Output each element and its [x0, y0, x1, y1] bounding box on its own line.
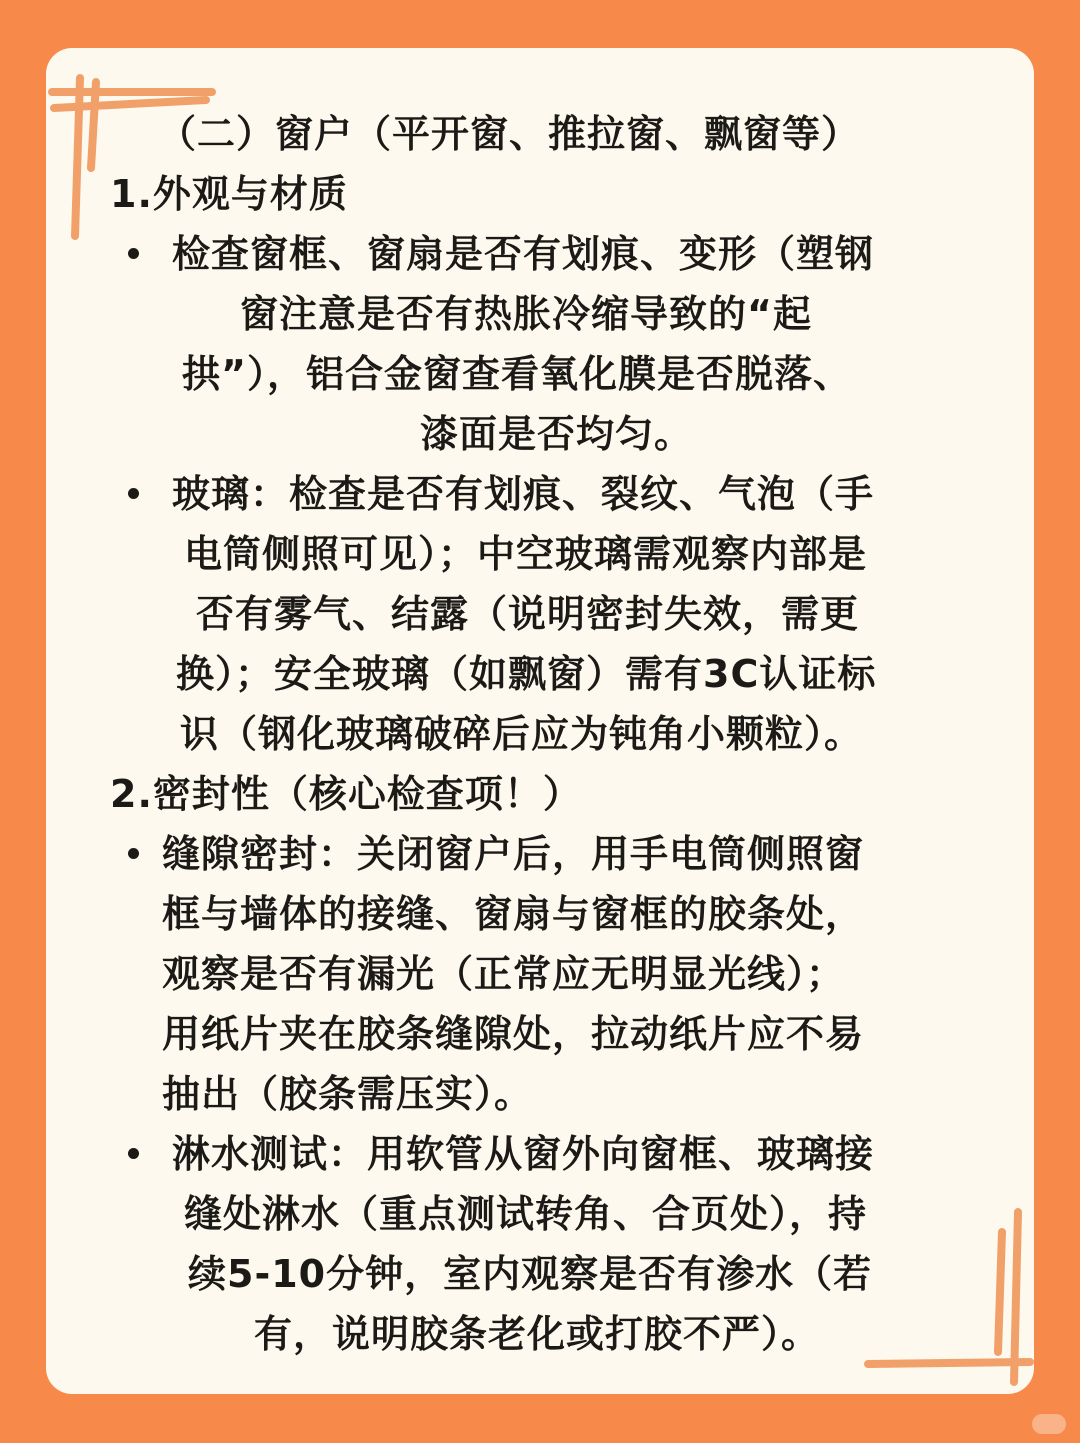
section1-title: 1.外观与材质 — [110, 172, 348, 216]
section2-title: 2.密封性（核心检查项！） — [110, 772, 582, 816]
s1-item2-line1: 玻璃：检查是否有划痕、裂纹、气泡（手 — [172, 472, 875, 516]
s1-item1-line3: 拱”），铝合金窗查看氧化膜是否脱落、 — [182, 352, 852, 396]
s1-item2-line3: 否有雾气、结露（说明密封失效，需更 — [196, 592, 860, 636]
s2-item2-line3: 续5-10分钟，室内观察是否有渗水（若 — [188, 1252, 873, 1296]
s1-item2-line4: 换）；安全玻璃（如飘窗）需有3C认证标 — [176, 652, 877, 696]
s2-item1-line2: 框与墙体的接缝、窗扇与窗框的胶条处， — [162, 892, 865, 936]
s1-item1-line1: 检查窗框、窗扇是否有划痕、变形（塑钢 — [172, 232, 875, 276]
s1-item2-line2: 电筒侧照可见）；中空玻璃需观察内部是 — [184, 532, 868, 576]
s2-item1-line1: 缝隙密封：关闭窗户后，用手电筒侧照窗 — [162, 832, 865, 876]
s1-item1-line4: 漆面是否均匀。 — [420, 412, 694, 456]
s1-item1-line2: 窗注意是否有热胀冷缩导致的“起 — [240, 292, 812, 336]
s2-item1-line4: 用纸片夹在胶条缝隙处，拉动纸片应不易 — [162, 1012, 865, 1056]
s2-item2-line4: 有，说明胶条老化或打胶不严）。 — [254, 1312, 821, 1356]
s2-item1-line3: 观察是否有漏光（正常应无明显光线）； — [162, 952, 846, 996]
s2-item2-line2: 缝处淋水（重点测试转角、合页处），持 — [184, 1192, 868, 1236]
page-heading: （二）窗户（平开窗、推拉窗、飘窗等） — [158, 112, 861, 156]
s1-item2-line5: 识（钢化玻璃破碎后应为钝角小颗粒）。 — [180, 712, 864, 756]
s2-item2-line1: 淋水测试：用软管从窗外向窗框、玻璃接 — [172, 1132, 875, 1176]
s2-item1-line5: 抽出（胶条需压实）。 — [162, 1072, 534, 1116]
watermark-badge — [1032, 1414, 1066, 1434]
